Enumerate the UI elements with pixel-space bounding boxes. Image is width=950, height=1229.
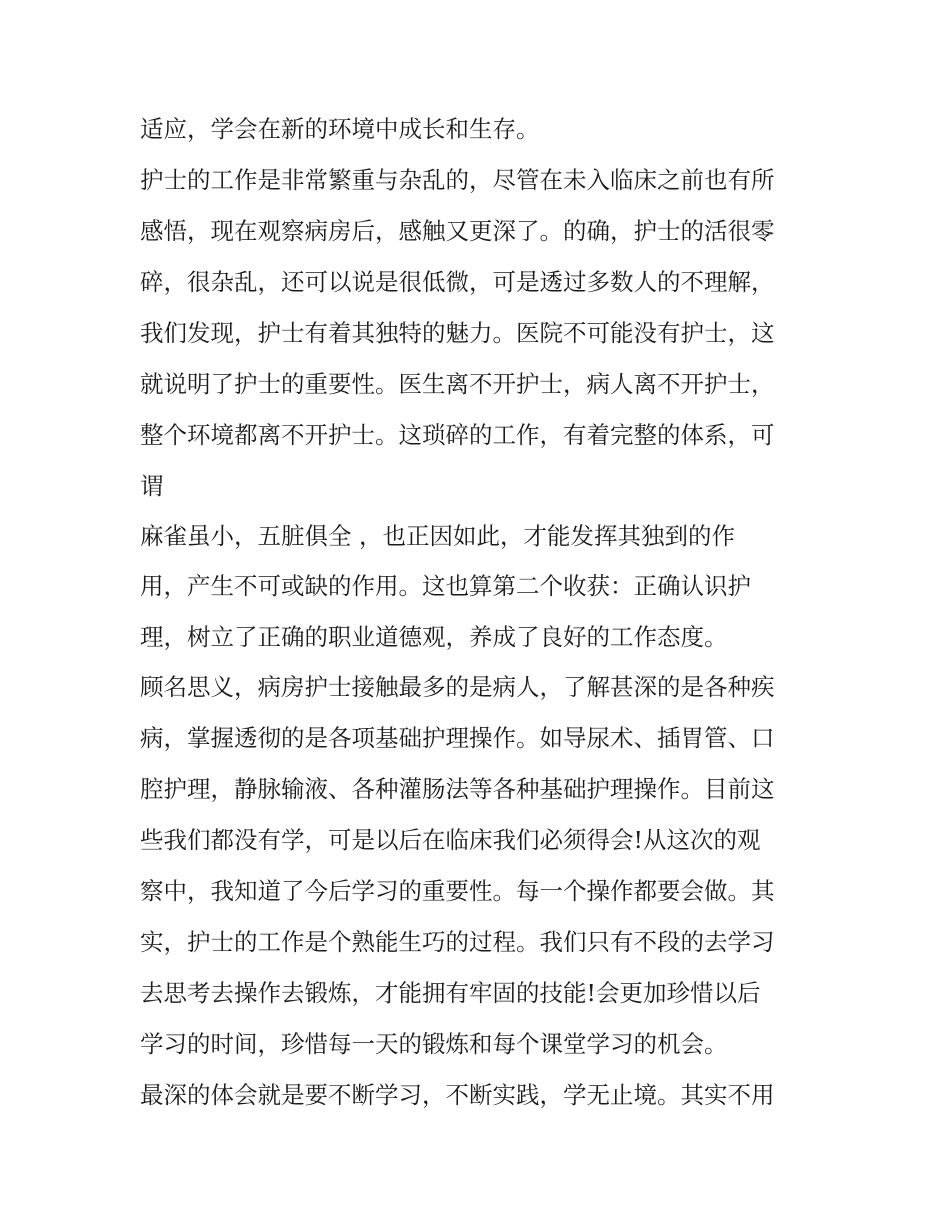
text-line: 我们发现，护士有着其独特的魅力。医院不可能没有护士，这: [140, 319, 775, 347]
text-line: 去思考去操作去锻炼，才能拥有牢固的技能!会更加珍惜以后: [140, 979, 761, 1007]
text-line: 腔护理，静脉输液、各种灌肠法等各种基础护理操作。目前这: [140, 775, 775, 803]
text-line: 些我们都没有学，可是以后在临床我们必须得会!从这次的观: [140, 826, 761, 854]
text-line: 谓: [140, 472, 164, 500]
text-line: 实，护士的工作是个熟能生巧的过程。我们只有不段的去学习: [140, 928, 775, 956]
text-line: 病，掌握透彻的是各项基础护理操作。如导尿术、插胃管、口: [140, 724, 775, 752]
text-line: 护士的工作是非常繁重与杂乱的，尽管在未入临床之前也有所: [140, 166, 775, 194]
text-line: 用，产生不可或缺的作用。这也算第二个收获：正确认识护: [140, 572, 751, 600]
text-line: 适应，学会在新的环境中成长和生存。: [140, 115, 540, 143]
text-line: 顾名思义，病房护士接触最多的是病人，了解甚深的是各种疾: [140, 673, 775, 701]
text-line: 最深的体会就是要不断学习，不断实践，学无止境。其实不用: [140, 1081, 775, 1109]
text-line: 察中，我知道了今后学习的重要性。每一个操作都要会做。其: [140, 877, 775, 905]
text-line: 碎，很杂乱，还可以说是很低微，可是透过多数人的不理解，: [140, 268, 775, 296]
text-line: 感悟，现在观察病房后，感触又更深了。的确，护士的活很零: [140, 217, 775, 245]
text-line: 就说明了护士的重要性。医生离不开护士，病人离不开护士，: [140, 370, 775, 398]
text-line: 麻雀虽小，五脏俱全 ，也正因如此，才能发挥其独到的作: [140, 522, 735, 550]
text-line: 整个环境都离不开护士。这琐碎的工作，有着完整的体系，可: [140, 421, 775, 449]
text-line: 理，树立了正确的职业道德观，养成了良好的工作态度。: [140, 623, 728, 651]
text-line: 学习的时间，珍惜每一天的锻炼和每个课堂学习的机会。: [140, 1030, 728, 1058]
